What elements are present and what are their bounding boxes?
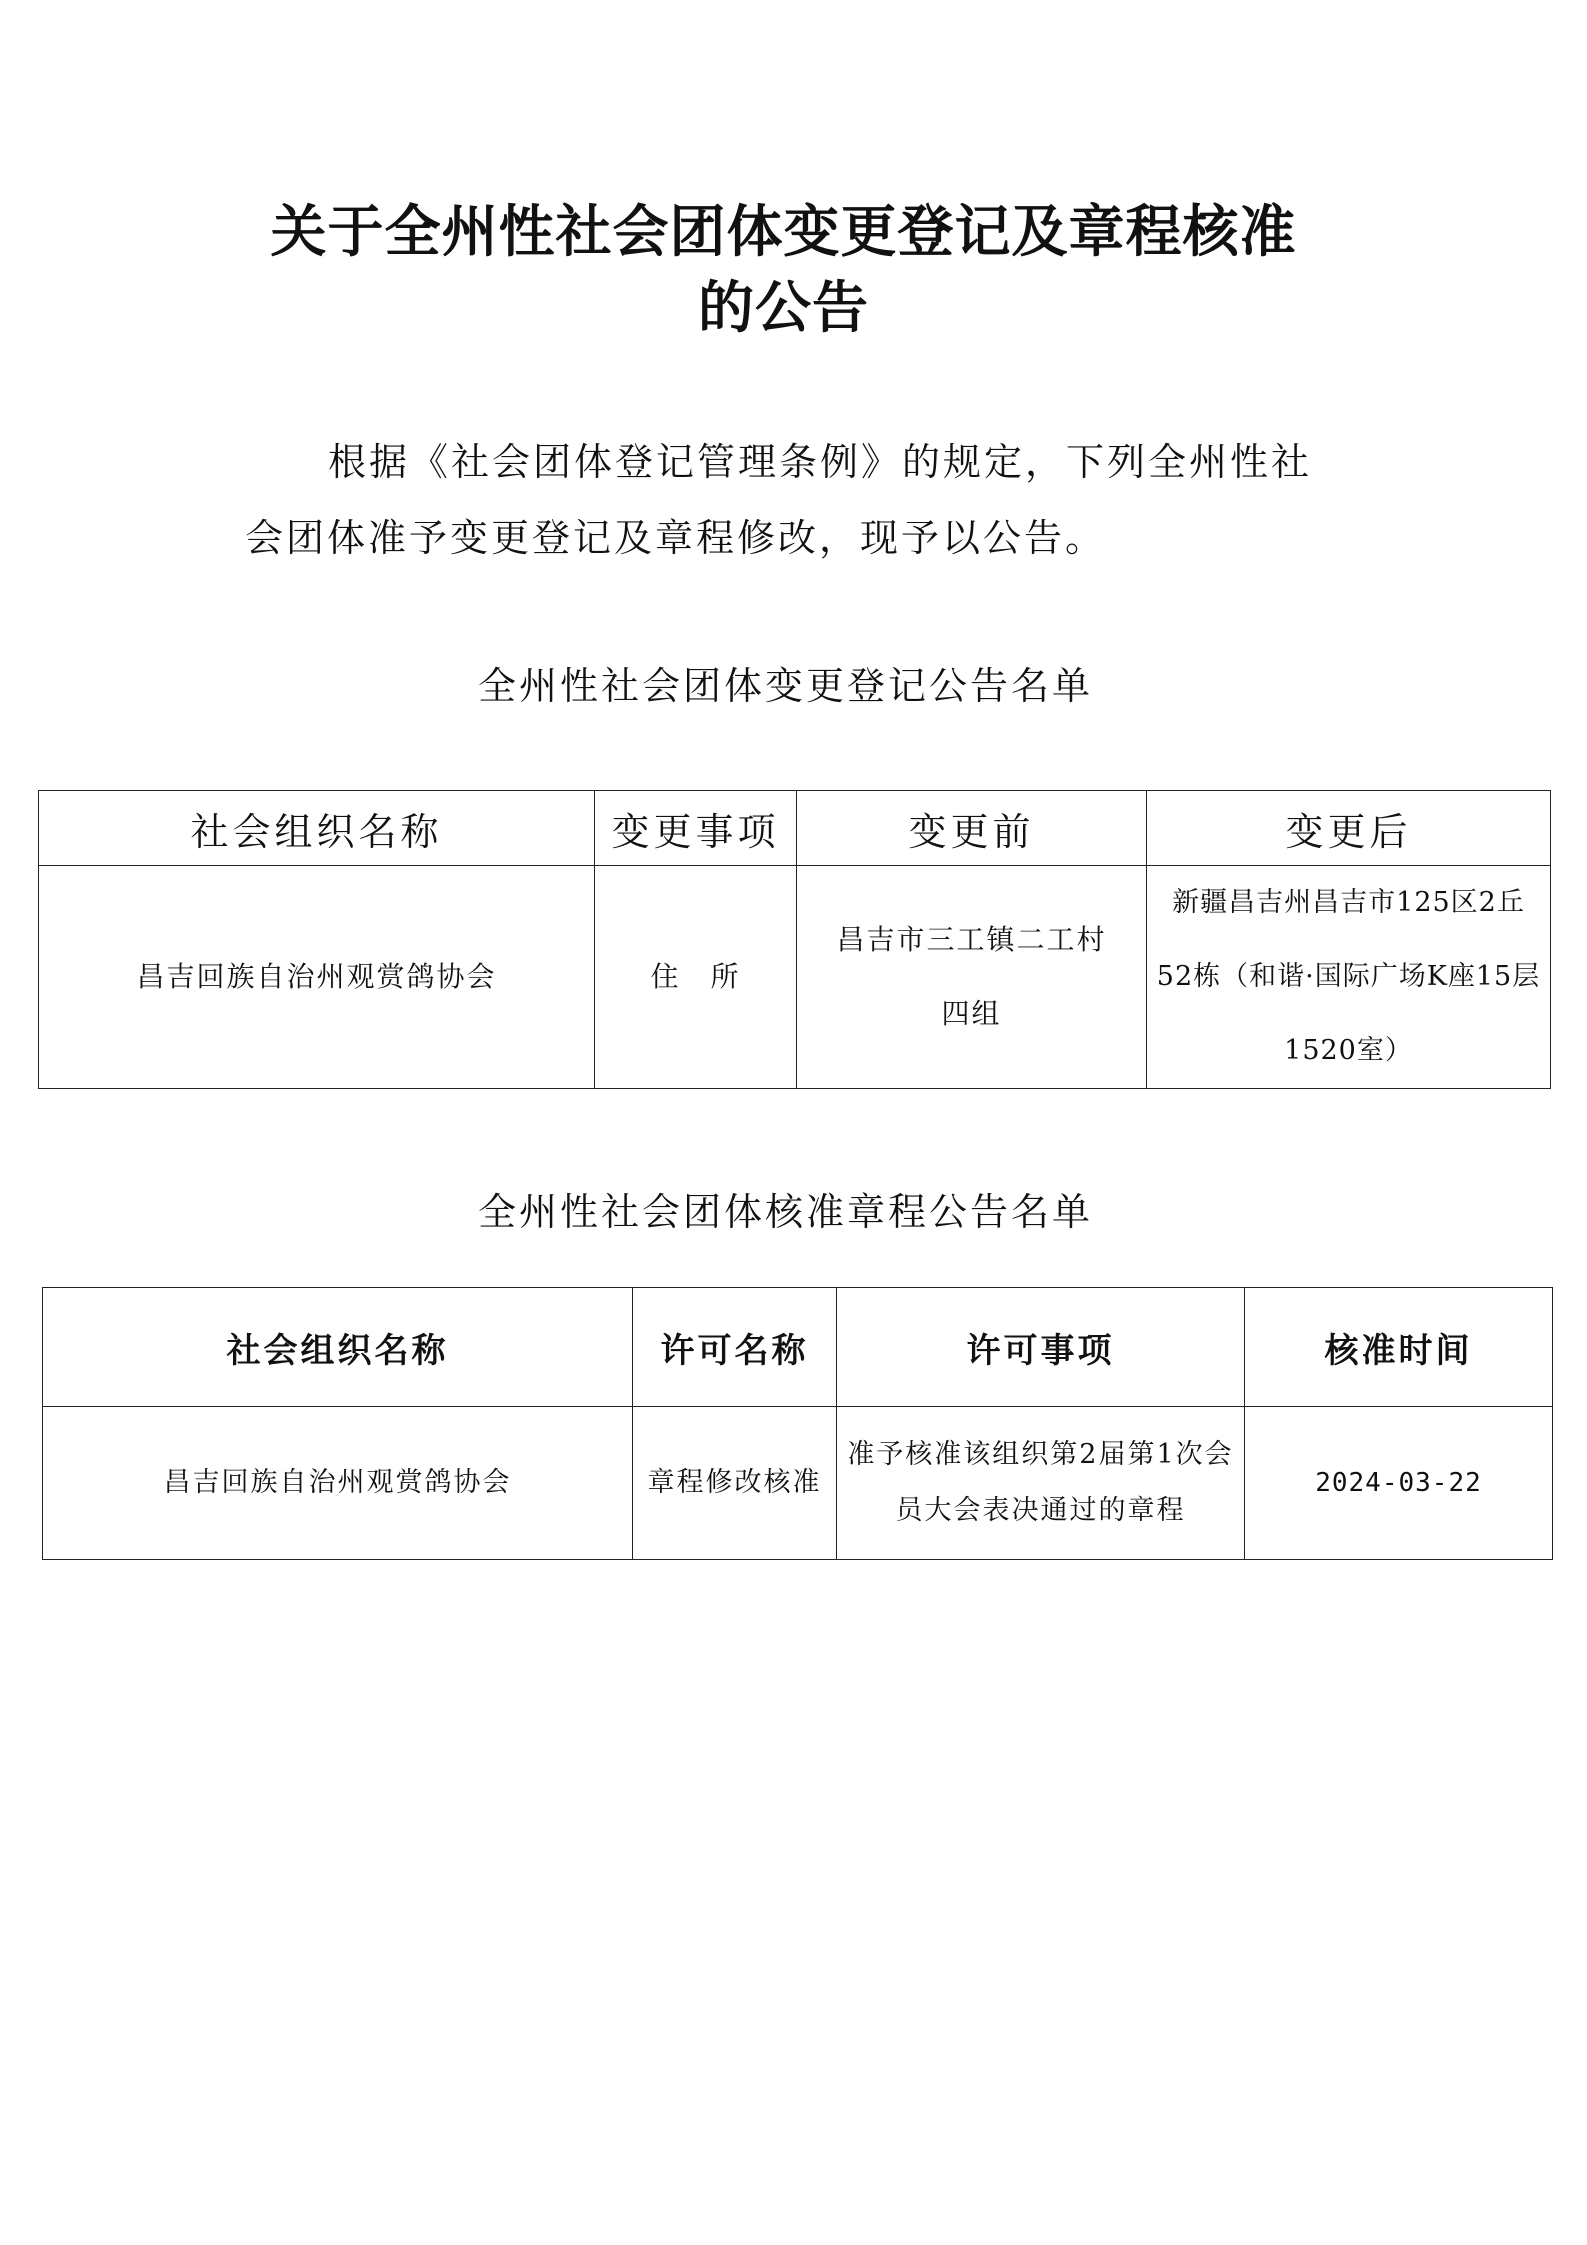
cell-org-name: 昌吉回族自治州观赏鸽协会: [39, 866, 595, 1089]
table-row: [43, 1407, 1553, 1560]
change-table-caption: 全州性社会团体变更登记公告名单: [477, 664, 1093, 708]
table-row: [39, 866, 1551, 1089]
cell-permit-name: 章程修改核准: [633, 1407, 837, 1560]
cell-before: 昌吉市三工镇二工村四组: [797, 866, 1147, 1089]
document-title-line-1: 关于全州性社会团体变更登记及章程核准: [270, 199, 1297, 265]
intro-paragraph-line-1: 根据《社会团体登记管理条例》的规定，下列全州性社: [328, 440, 1313, 484]
header-org-name: 社会组织名称: [43, 1288, 633, 1407]
header-permit-name: 许可名称: [633, 1288, 837, 1407]
header-after: 变更后: [1147, 791, 1551, 866]
intro-paragraph-line-2: 会团体准予变更登记及章程修改，现予以公告。: [245, 516, 1107, 560]
header-change-item: 变更事项: [595, 791, 797, 866]
cell-after: 新疆昌吉州昌吉市125区2丘52栋（和谐·国际广场K座15层1520室）: [1147, 866, 1551, 1089]
document-title-line-2: 的公告: [698, 275, 869, 341]
change-registration-table: [38, 790, 1551, 1089]
header-approval-date: 核准时间: [1245, 1288, 1553, 1407]
header-permit-item: 许可事项: [837, 1288, 1245, 1407]
header-org-name: 社会组织名称: [39, 791, 595, 866]
cell-permit-item: 准予核准该组织第2届第1次会员大会表决通过的章程: [837, 1407, 1245, 1560]
cell-org-name: 昌吉回族自治州观赏鸽协会: [43, 1407, 633, 1560]
charter-table-caption: 全州性社会团体核准章程公告名单: [477, 1190, 1093, 1234]
cell-approval-date: 2024-03-22: [1245, 1407, 1553, 1560]
table-header-row: [39, 791, 1551, 866]
table-header-row: [43, 1288, 1553, 1407]
charter-approval-table: [42, 1287, 1553, 1560]
header-before: 变更前: [797, 791, 1147, 866]
cell-change-item: 住 所: [595, 866, 797, 1089]
